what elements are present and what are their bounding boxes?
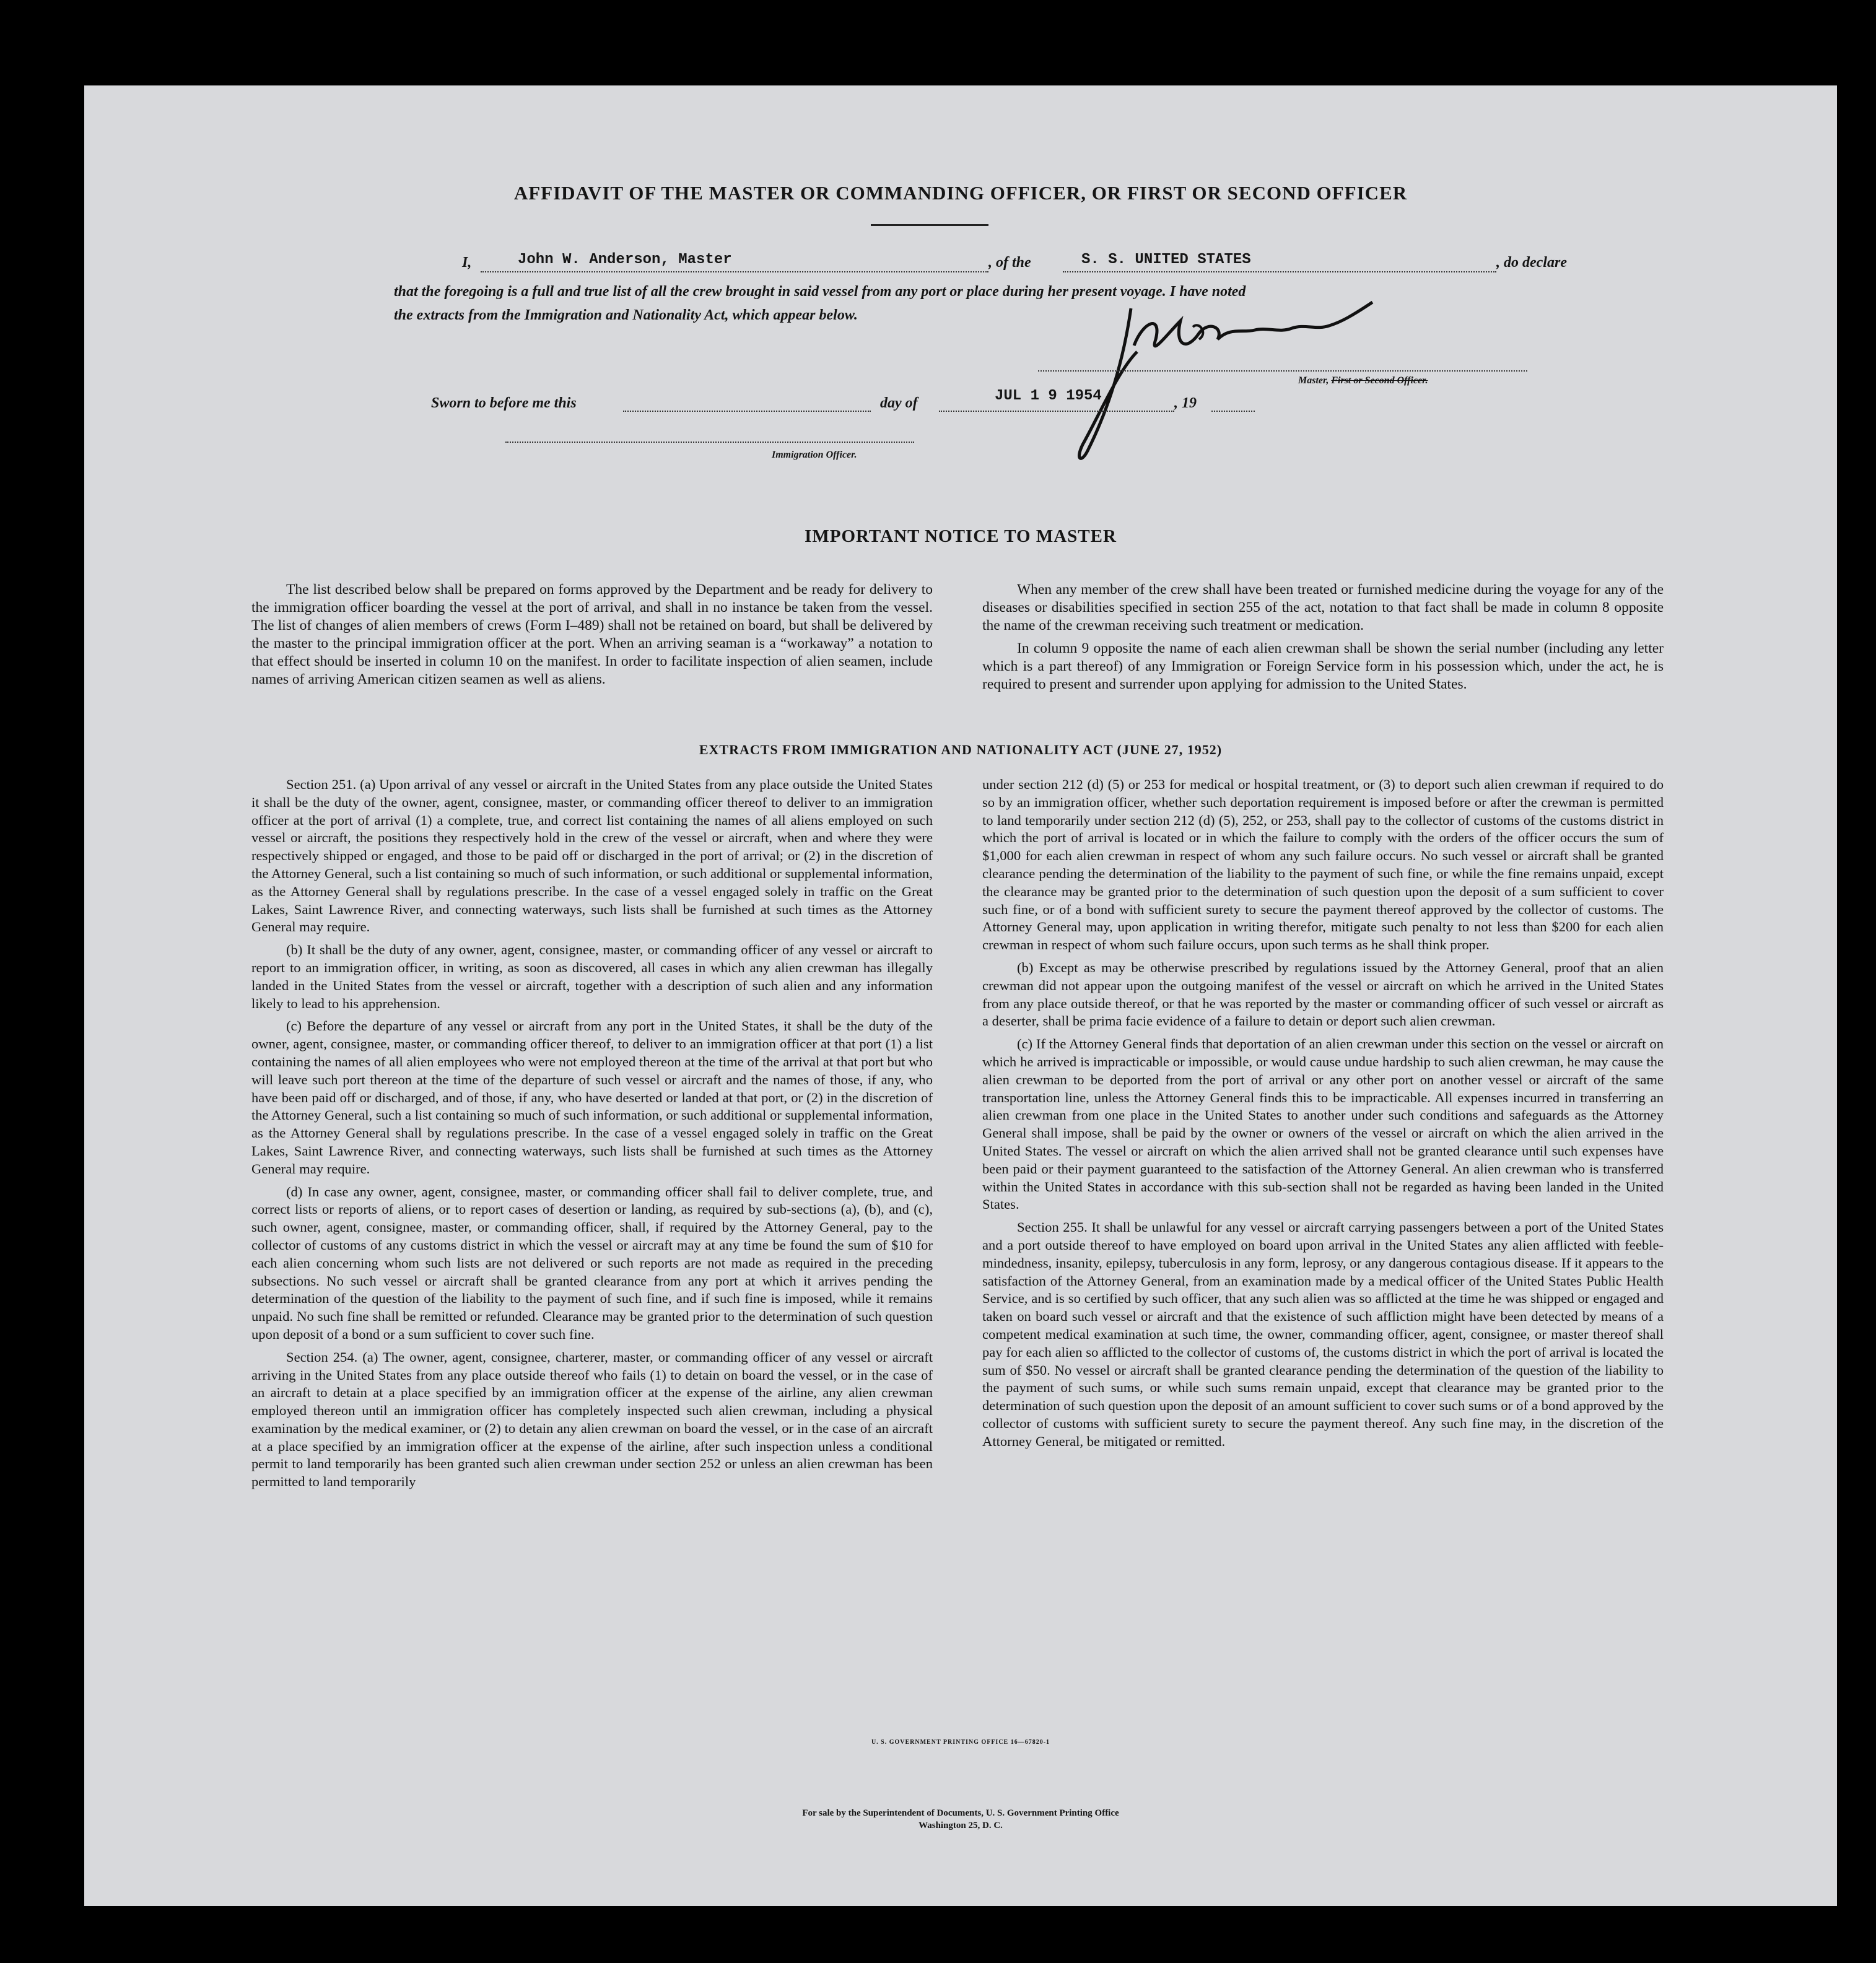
- notice-paragraph: In column 9 opposite the name of each alien crewman shall be shown the serial number (including any letter which is a part thereof) of any Immigration or Foreign Service form in his possession which, under the act, he is required to present and surrender upon applying for admission to the United States.: [982, 640, 1664, 692]
- extract-paragraph: (d) In case any owner, agent, consignee, master, or commanding officer shall fail to deliver complete, true, and correct lists or reports of aliens, or to report cases of desertion or landing, as required by sub-sections (a), (b), and (c), such owner, agent, consignee, master, or commanding officer, shall, if required by the Attorney General, pay to the collector of customs of any customs district in which the vessel or aircraft may at any time be found the sum of $10 for each alien concerning whom such lists are not delivered or such reports are not made as required in the preceding subsections. No such vessel or aircraft shall be granted clearance from any port at which it arrives pending the determination of the question of the liability to the payment of such fine, and if such fine is imposed, while it remains unpaid. No such fine shall be remitted or refunded. Clearance may be granted prior to the determination of such question upon deposit of a bond or a sum sufficient to cover such fine.: [251, 1183, 933, 1342]
- notice-right-column: [982, 581, 1664, 699]
- title-rule: [871, 224, 988, 226]
- sworn-date: JUL 1 9 1954: [995, 388, 1102, 404]
- vessel-name: S. S. UNITED STATES: [1081, 251, 1251, 268]
- year-blank: [1211, 411, 1255, 412]
- signature: [1075, 296, 1447, 482]
- extract-paragraph: Section 251. (a) Upon arrival of any vessel or aircraft in the United States from any place outside the United States it shall be the duty of the owner, agent, consignee, master, or commanding officer thereof to deliver to an immigration officer at the port of arrival (1) a complete, true, and correct list containing the names of all aliens employed on such vessel or aircraft, the positions they respectively hold in the crew of the vessel or aircraft, when and where they were respectively shipped or engaged, and those to be paid off or discharged in the port of arrival; or (2) in the discretion of the Attorney General, such a list containing so much of such information, or such additional or supplemental information, as the Attorney General shall by regulations prescribe. In the case of a vessel engaged solely in traffic on the Great Lakes, Saint Lawrence River, and connecting waterways, such lists shall be furnished at such times as the Attorney General may require.: [251, 777, 933, 935]
- extracts-left-column: [251, 776, 933, 1496]
- i-label: I,: [462, 255, 472, 271]
- year-label: , 19: [1174, 395, 1197, 411]
- name-blank: [481, 271, 988, 272]
- extract-paragraph: under section 212 (d) (5) or 253 for medical or hospital treatment, or (3) to deport such alien crewman if required to do so by an immigration officer, whether such deportation requirement is imposed before or after the crewman is permitted to land temporarily under section 212 (d) (5), 252, or 253, shall pay to the collector of customs of the customs district in which the port of arrival is located or in which the failure to comply with the orders of the officer occurs the sum of $1,000 for each alien crewman in respect of whom any such failure occurs. No such vessel or aircraft shall be granted clearance pending the determination of the liability to the payment of such fine, or while the fine remains unpaid, except the clearance may be granted prior to the determination of such question upon the deposit of a sum sufficient to cover such fine, or of a bond with sufficient surety to secure the payment thereof approved by the collector of customs. The Attorney General may, upon application in writing therefor, mitigate such penalty to not less than $200 for each alien crewman in respect of whom such failure occurs, upon such terms as he shall think proper.: [982, 777, 1664, 953]
- day-of-label: day of: [880, 395, 918, 411]
- affidavit-title: AFFIDAVIT OF THE MASTER OR COMMANDING OFFICER, OR FIRST OR SECOND OFFICER: [513, 182, 1408, 204]
- vessel-blank: [1063, 271, 1496, 272]
- notice-paragraph: The list described below shall be prepared on forms approved by the Department and be ready for delivery to the immigration officer boarding the vessel at the port of arrival, and shall in no instance be taken from the vessel. The list of changes of alien members of crews (Form I–489) shall not be retained on board, but shall be delivered by the master to the principal immigration officer at the port. When an arriving seaman is a “workaway” a notation to that effect should be inserted in column 10 on the manifest. In order to facilitate inspection of alien seamen, include names of arriving American citizen seamen as well as aliens.: [251, 581, 933, 687]
- officer-caption: First or Second Officer.: [1331, 375, 1428, 386]
- immigration-officer-caption: Immigration Officer.: [772, 450, 857, 460]
- extracts-title: EXTRACTS FROM IMMIGRATION AND NATIONALITY ACT (JUNE 27, 1952): [699, 742, 1223, 757]
- printing-office-line: U. S. GOVERNMENT PRINTING OFFICE 16—67820-1: [871, 1739, 1050, 1746]
- of-the-label: , of the: [988, 255, 1031, 271]
- notice-paragraph: When any member of the crew shall have been treated or furnished medicine during the voyage for any of the diseases or disabilities specified in section 255 of the act, notation to that fact shall be made in column 8 opposite the name of the crewman receiving such treatment or medication.: [982, 581, 1664, 633]
- extract-paragraph: (b) It shall be the duty of any owner, agent, consignee, master, or commanding officer of any vessel or aircraft to report to an immigration officer, in writing, as soon as discovered, all cases in which any alien crewman has illegally landed in the United States from the vessel or aircraft, together with a description of such alien and any information likely to lead to his apprehension.: [251, 942, 933, 1011]
- notice-title: IMPORTANT NOTICE TO MASTER: [805, 526, 1117, 546]
- signature-line: [1038, 370, 1527, 372]
- document-page: [84, 85, 1837, 1906]
- do-declare-label: , do declare: [1496, 255, 1567, 271]
- sworn-blank: [623, 411, 871, 412]
- sale-line-2: Washington 25, D. C.: [918, 1821, 1003, 1830]
- immigration-officer-line: [505, 442, 914, 443]
- declarant-name: John W. Anderson, Master: [518, 251, 732, 268]
- notice-left-column: [251, 581, 933, 694]
- extract-paragraph: (c) Before the departure of any vessel or aircraft from any port in the United States, it shall be the duty of the owner, agent, consignee, master, or commanding officer thereof, to deliver to an immigration officer at that port (1) a list containing the names of all alien employees who were not employed thereon at the time of the arrival at that port but who will leave such port thereon at the time of the departure of such vessel or aircraft and the names of those, if any, who have been paid off or discharged, and of those, if any, who have deserted or landed at that port, or (2) in the discretion of the Attorney General, such a list containing so much of such information, or such additional or supplemental information, as the Attorney General shall by regulations prescribe. In the case of a vessel engaged solely in traffic on the Great Lakes, Saint Lawrence River, and connecting waterways, such lists shall be furnished at such times as the Attorney General may require.: [251, 1018, 933, 1177]
- date-blank: [939, 411, 1174, 412]
- affidavit-body-line1: that the foregoing is a full and true list of all the crew brought in said vessel from any port or place during her present voyage. I have noted: [394, 284, 1246, 300]
- extract-paragraph: Section 255. It shall be unlawful for any vessel or aircraft carrying passengers between a port of the United States and a port outside thereof to have employed on board upon arrival in the United States any alien afflicted with feeble-mindedness, insanity, epilepsy, tuberculosis in any form, leprosy, or any dangerous contagious disease. If it appears to the satisfaction of the Attorney General, from an examination made by a medical officer of the United States Public Health Service, and is so certified by such officer, that any such alien was so afflicted at the time he was shipped or engaged and taken on board such vessel or aircraft and that the existence of such affliction might have been detected by means of a competent medical examination at such time, the owner, commanding officer, agent, consignee, or master thereof shall pay for each alien so afflicted to the collector of customs of, the customs district in which the port of arrival is located the sum of $50. No vessel or aircraft shall be granted clearance pending the determination of the question of the liability to the payment of such sums, or while such sums remain unpaid, except that clearance may be granted prior to the determination of such question upon the deposit of an amount sufficient to cover such sums or of a bond approved by the collector of customs with sufficient surety to secure the payment thereof. Any such fine may, in the discretion of the Attorney General, be mitigated or remitted.: [982, 1219, 1664, 1449]
- extract-paragraph: Section 254. (a) The owner, agent, consignee, charterer, master, or commanding officer of any vessel or aircraft arriving in the United States from any place outside thereof who fails (1) to detain on board the vessel, or in the case of an aircraft to detain at a place specified by an immigration officer at the expense of the airline, any alien crewman employed thereon until an immigration officer has completely inspected such alien crewman, including a physical examination by the medical examiner, or (2) to detain any alien crewman on board the vessel, or in the case of an aircraft at a place specified by an immigration officer at the expense of the airline, after such inspection unless a conditional permit to land temporarily has been granted such alien crewman under section 252 or unless an alien crewman has been permitted to land temporarily: [251, 1349, 933, 1490]
- sale-line-1: For sale by the Superintendent of Documents, U. S. Government Printing Office: [802, 1808, 1119, 1818]
- extract-paragraph: (b) Except as may be otherwise prescribed by regulations issued by the Attorney General, proof that an alien crewman did not appear upon the outgoing manifest of the vessel or aircraft on which he arrived in the United States from any place outside thereof, or that he was reported by the master or commanding officer of such vessel or aircraft as a deserter, shall be prima facie evidence of a failure to detain or deport such alien crewman.: [982, 959, 1664, 1029]
- master-caption: Master, First or Second Officer.: [1298, 375, 1428, 386]
- affidavit-body-line2: the extracts from the Immigration and Nationality Act, which appear below.: [394, 307, 858, 323]
- extract-paragraph: (c) If the Attorney General finds that deportation of an alien crewman under this section on the vessel or aircraft on which he arrived is impracticable or impossible, or would cause undue hardship to such alien crewman, he may cause the alien crewman to be deported from the port of arrival or any other port on another vessel or aircraft of the same transportation line, unless the Attorney General finds this to be impracticable. All expenses incurred in transferring an alien crewman from one place in the United States to another under such conditions and safeguards as the Attorney General shall impose, shall be paid by the owner or owners of the vessel or aircraft on which the alien arrived in the United States. The vessel or aircraft on which the alien arrived shall not be granted clearance until such expenses have been paid or their payment guaranteed to the satisfaction of the Attorney General. An alien crewman who is transferred within the United States in accordance with this sub-section shall not be regarded as having been landed in the United States.: [982, 1036, 1664, 1212]
- extracts-right-column: [982, 776, 1664, 1455]
- sworn-label: Sworn to before me this: [431, 395, 577, 411]
